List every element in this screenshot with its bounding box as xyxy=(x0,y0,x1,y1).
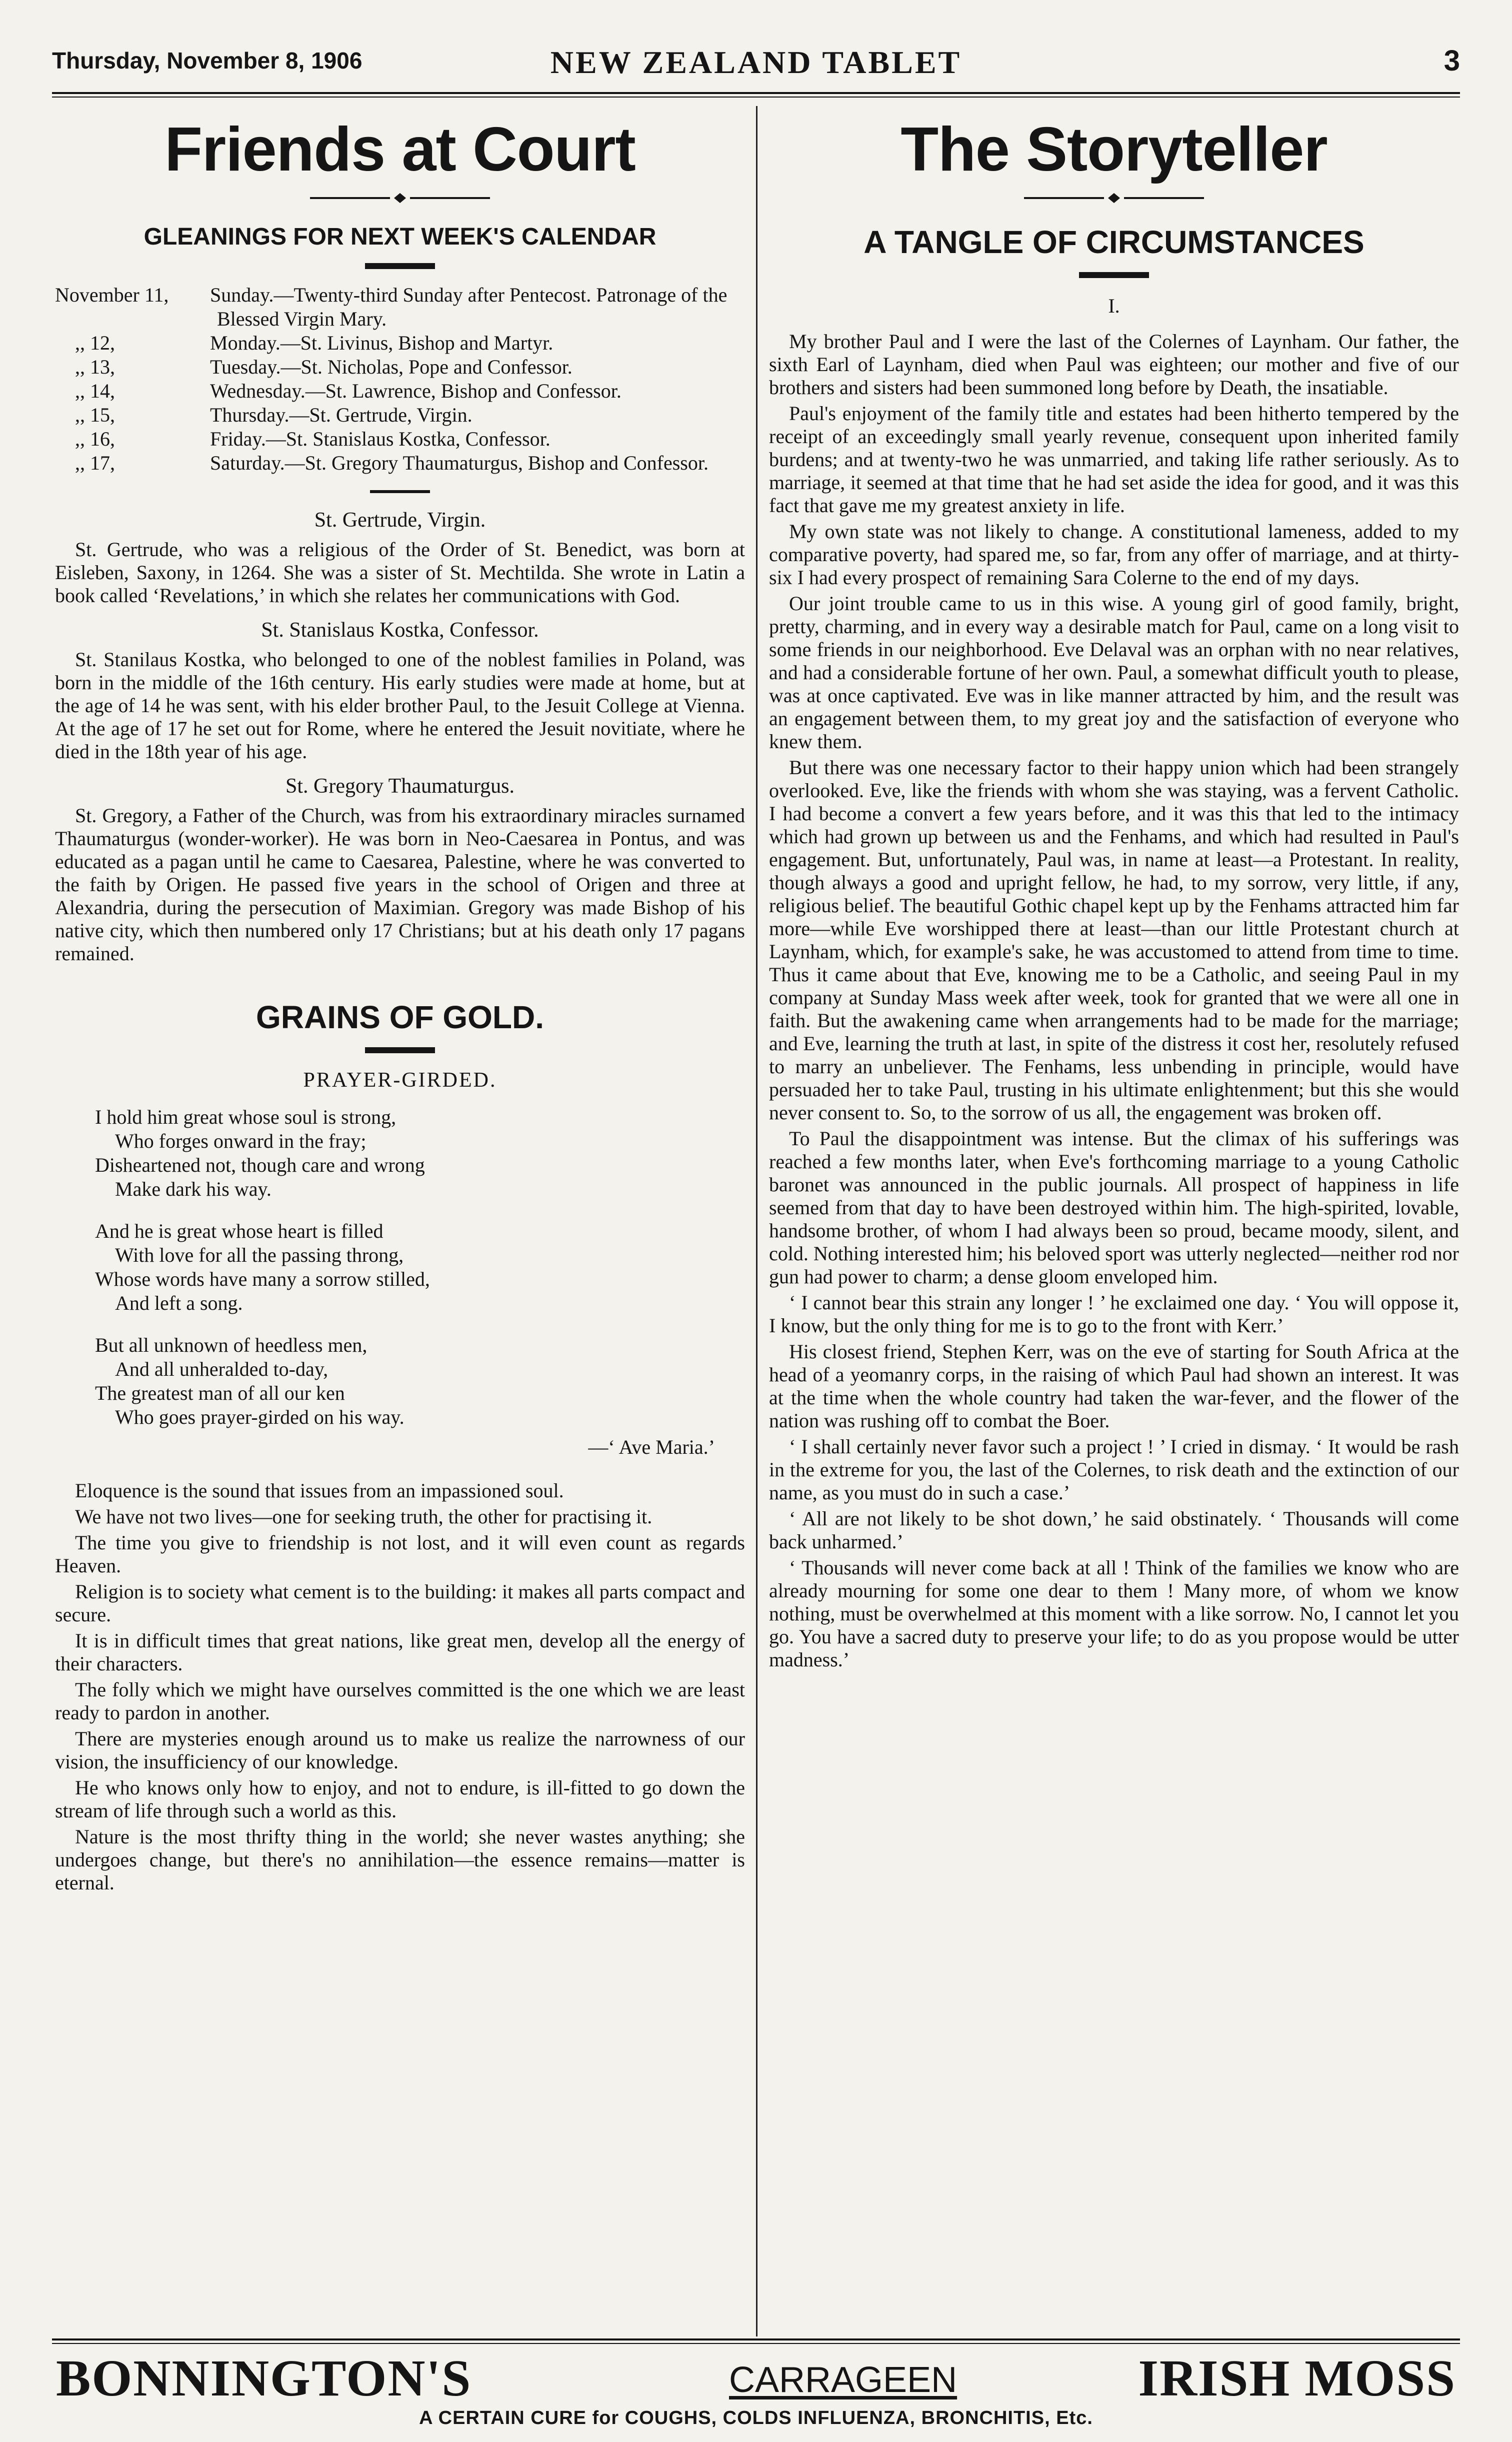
story-paragraph: My own state was not likely to change. A constitutional lameness, added to my comparative poverty, had spared me, so far, from any offer of marriage, and at thirty-six I had every prospect of remaining Sara Colerne to the end of my days. xyxy=(769,520,1459,589)
calendar-entry: ,, 17, Saturday.—St. Gregory Thaumaturgus, Bishop and Confessor. xyxy=(75,452,708,474)
poem-line: Who goes prayer-girded on his way. xyxy=(115,1406,404,1428)
saint-paragraph: St. Gertrude, who was a religious of the Order of St. Benedict, was born at Eisleben, Saxony, in 1264. She was a sister of St. Mechtilda. She wrote in Latin a book called ‘Revelations,’ in which she relates her communications with God. xyxy=(55,538,745,607)
calendar-entry: November 11, Sunday.—Twenty-third Sunday after Pentecost. Patronage of the Blessed Virgin Mary. xyxy=(55,284,728,330)
story-paragraph: My brother Paul and I were the last of the Colernes of Laynham. Our father, the sixth Earl of Laynham, died when Paul was eighteen; our mother and five of our brothers and sisters had been summoned long before by Death, the insatiable. xyxy=(769,330,1459,399)
story-paragraph: ‘ I shall certainly never favor such a project ! ’ I cried in dismay. ‘ It would be rash in the extreme for you, the last of the Colernes, to risk death and the extinction of our name, as you must do in such a case.’ xyxy=(769,1435,1459,1504)
story-paragraph: ‘ All are not likely to be shot down,’ he said obstinately. ‘ Thousands will come back unharmed.’ xyxy=(769,1507,1459,1553)
story-paragraph: To Paul the disappointment was intense. But the climax of his sufferings was reached a few months later, when Eve's forthcoming marriage to a young Catholic baronet was announced in the public journals. All prospect of happiness in life seemed from that day to have been destroyed within him. The high-spirited, lovable, handsome brother, of whom I had always been so proud, became moody, silent, and cold. Nothing interested him; his beloved sport was utterly neglected—neither rod nor gun had power to charm; a dense gloom enveloped him. xyxy=(769,1127,1459,1288)
poem-line: But all unknown of heedless men, xyxy=(95,1334,368,1356)
poem-stanza xyxy=(95,1333,745,1429)
grains-of-gold-title: GRAINS OF GOLD. xyxy=(256,999,544,1035)
maxim: The folly which we might have ourselves committed is the one which we are least ready to pardon in another. xyxy=(55,1678,745,1724)
short-rule xyxy=(370,490,430,493)
ornament-rule-icon xyxy=(310,192,490,204)
short-rule xyxy=(365,263,435,269)
poem-attribution: —‘ Ave Maria.’ xyxy=(588,1436,715,1458)
short-rule xyxy=(1079,272,1149,278)
poem-line: And all unheralded to-day, xyxy=(115,1358,328,1380)
chapter-number: I. xyxy=(1108,295,1120,317)
calendar-entry: ,, 15, Thursday.—St. Gertrude, Virgin. xyxy=(75,404,472,426)
poem-stanza xyxy=(95,1219,745,1315)
calendar-entry: ,, 14, Wednesday.—St. Lawrence, Bishop and Confessor. xyxy=(75,380,622,402)
maxim: He who knows only how to enjoy, and not to endure, is ill-fitted to go down the stream of life through such a world as this. xyxy=(55,1776,745,1822)
poem-line: I hold him great whose soul is strong, xyxy=(95,1106,396,1128)
column-divider xyxy=(756,106,758,2336)
poem-line: And left a song. xyxy=(115,1292,243,1314)
ad-product: IRISH MOSS xyxy=(1138,2349,1456,2407)
calendar-list xyxy=(55,283,745,475)
left-column xyxy=(55,108,745,2336)
issue-date: Thursday, November 8, 1906 xyxy=(52,48,362,74)
saint-paragraph: St. Gregory, a Father of the Church, was from his extraordinary miracles surnamed Thaumaturgus (wonder-worker). He was born in Neo-Caesarea in Pontus, and was educated as a pagan until he came to Caesarea, Palestine, where he was converted to the faith by Origen. He passed five years in the school of Origen and three at Alexandria, during the persecution of Maximian. Gregory was made Bishop of his native city, which then numbered only 17 Christians; but at his death only 17 pagans remained. xyxy=(55,804,745,965)
maxim: It is in difficult times that great nations, like great men, develop all the energy of their characters. xyxy=(55,1629,745,1675)
ad-middle-word: CARRAGEEN xyxy=(729,2360,958,2400)
maxim: Eloquence is the sound that issues from an impassioned soul. xyxy=(75,1479,564,1502)
right-column xyxy=(769,108,1459,2336)
poem-line: The greatest man of all our ken xyxy=(95,1382,345,1404)
calendar-subtitle: GLEANINGS FOR NEXT WEEK'S CALENDAR xyxy=(144,224,656,250)
story-paragraph: His closest friend, Stephen Kerr, was on the eve of starting for South Africa at the head of a yeomanry corps, in the raising of which Paul had shown an interest. It was at the time when the whole country had taken the war-fever, and the flower of the nation was rushing off to combat the Boer. xyxy=(769,1340,1459,1432)
story-paragraph: ‘ I cannot bear this strain any longer ! ’ he exclaimed one day. ‘ You will oppose it, I know, but the only thing for me is to go to the front with Kerr.’ xyxy=(769,1291,1459,1337)
poem-line: And he is great whose heart is filled xyxy=(95,1220,384,1242)
header-rule xyxy=(52,92,1460,98)
page-number: 3 xyxy=(1444,45,1460,77)
poem-line: Disheartened not, though care and wrong xyxy=(95,1154,425,1176)
story-paragraph: Paul's enjoyment of the family title and estates had been hitherto tempered by the receipt of an exceedingly small yearly revenue, consequent upon inherited family burdens; and at twenty-two he was unmarried, and taking life rather seriously. As to marriage, it seemed at that time that he had set aside the idea for good, and it was this fact that gave me my greatest anxiety in life. xyxy=(769,402,1459,517)
ad-tagline: A CERTAIN CURE for COUGHS, COLDS INFLUENZA, BRONCHITIS, Etc. xyxy=(419,2407,1093,2428)
maxim: The time you give to friendship is not lost, and it will even count as regards Heaven. xyxy=(55,1531,745,1577)
story-paragraph: ‘ Thousands will never come back at all ! Think of the families we know who are already mourning for some one dear to them ! Many more, of whom we know nothing, must be overwhelmed at this moment with a like sorrow. No, I cannot let you go. You have a sacred duty to preserve your life; to do as you propose would be utter madness.’ xyxy=(769,1556,1459,1671)
calendar-entry: ,, 12, Monday.—St. Livinus, Bishop and Martyr. xyxy=(75,332,554,354)
calendar-entry: ,, 16, Friday.—St. Stanislaus Kostka, Confessor. xyxy=(75,428,550,450)
saint-heading: St. Stanislaus Kostka, Confessor. xyxy=(261,619,539,642)
maxim: Religion is to society what cement is to the building: it makes all parts compact and secure. xyxy=(55,1580,745,1626)
story-paragraph: But there was one necessary factor to their happy union which had been strangely overlooked. Eve, like the friends with whom she was staying, was a fervent Catholic. I had become a convert a few years before, and it was this that led to the intimacy which had grown up between us and the Fenhams, and which had resulted in Paul's engagement. But, unfortunately, Paul was, in name at least—a Protestant. In reality, though always a good and upright fellow, he had, to my sorrow, very little, if any, religious belief. The beautiful Gothic chapel kept up by the Fenhams attracted him far more—while Eve worshipped there at least—than our little Protestant church at Laynham, which, for example's sake, he was accustomed to attend from time to time. Thus it came about that Eve, knowing me to be a Catholic, and seeing Paul in my company at Sunday Mass week after week, took for granted that we were all one in faith. But the awakening came when arrangements had to be made for the marriage; and Eve, learning the truth at last, in spite of the distress it cost her, resolutely refused to marry an unbeliever. The Fenhams, less unbending in principle, would have persuaded her to take Paul, trusting in his ultimate enlightenment; but this she would never consent to. So, to the sorrow of us all, the engagement was broken off. xyxy=(769,756,1459,1124)
calendar-entry: ,, 13, Tuesday.—St. Nicholas, Pope and Confessor. xyxy=(75,356,572,378)
saint-heading: St. Gregory Thaumaturgus. xyxy=(285,775,515,798)
saint-heading: St. Gertrude, Virgin. xyxy=(314,509,486,532)
section-title-storyteller: The Storyteller xyxy=(900,115,1328,184)
advertisement xyxy=(52,2336,1460,2440)
running-head xyxy=(52,44,1460,88)
story-title: A TANGLE OF CIRCUMSTANCES xyxy=(864,224,1364,260)
maxim: Nature is the most thrifty thing in the world; she never wastes anything; she undergoes change, but there's no annihilation—the essence remains—matter is eternal. xyxy=(55,1825,745,1894)
short-rule xyxy=(365,1047,435,1053)
saint-paragraph: St. Stanilaus Kostka, who belonged to one of the noblest families in Poland, was born in the middle of the 16th century. His early studies were made at home, but at the age of 14 he was sent, with his elder brother Paul, to the Jesuit College at Vienna. At the age of 17 he set out for Rome, where he entered the Jesuit novitiate, where he died in the 18th year of his age. xyxy=(55,648,745,763)
poem-line: Who forges onward in the fray; xyxy=(115,1130,366,1152)
ornament-rule-icon xyxy=(1024,192,1204,204)
poem-line: Whose words have many a sorrow stilled, xyxy=(95,1268,430,1290)
maxim: We have not two lives—one for seeking truth, the other for practising it. xyxy=(75,1505,652,1528)
poem-line: Make dark his way. xyxy=(115,1178,272,1200)
poem-line: With love for all the passing throng, xyxy=(115,1244,404,1266)
maxim: There are mysteries enough around us to make us realize the narrowness of our vision, the insufficiency of our knowledge. xyxy=(55,1727,745,1773)
publication-title: NEW ZEALAND TABLET xyxy=(550,45,962,80)
ad-brand: BONNINGTON'S xyxy=(56,2349,472,2407)
poem-title: PRAYER-GIRDED. xyxy=(303,1069,497,1092)
story-paragraph: Our joint trouble came to us in this wise. A young girl of good family, bright, pretty, charming, and in every way a desirable match for Paul, came on a long visit to some friends in our neighborhood. Eve Delaval was an orphan with no near relatives, and had a considerable fortune of her own. Paul, a somewhat difficult youth to please, was at once captivated. Eve was in like manner attracted by him, and the result was an engagement between them, to my great joy and the satisfaction of everyone who knew them. xyxy=(769,592,1459,753)
section-title-friends-at-court: Friends at Court xyxy=(164,115,636,184)
poem-stanza xyxy=(95,1105,745,1201)
